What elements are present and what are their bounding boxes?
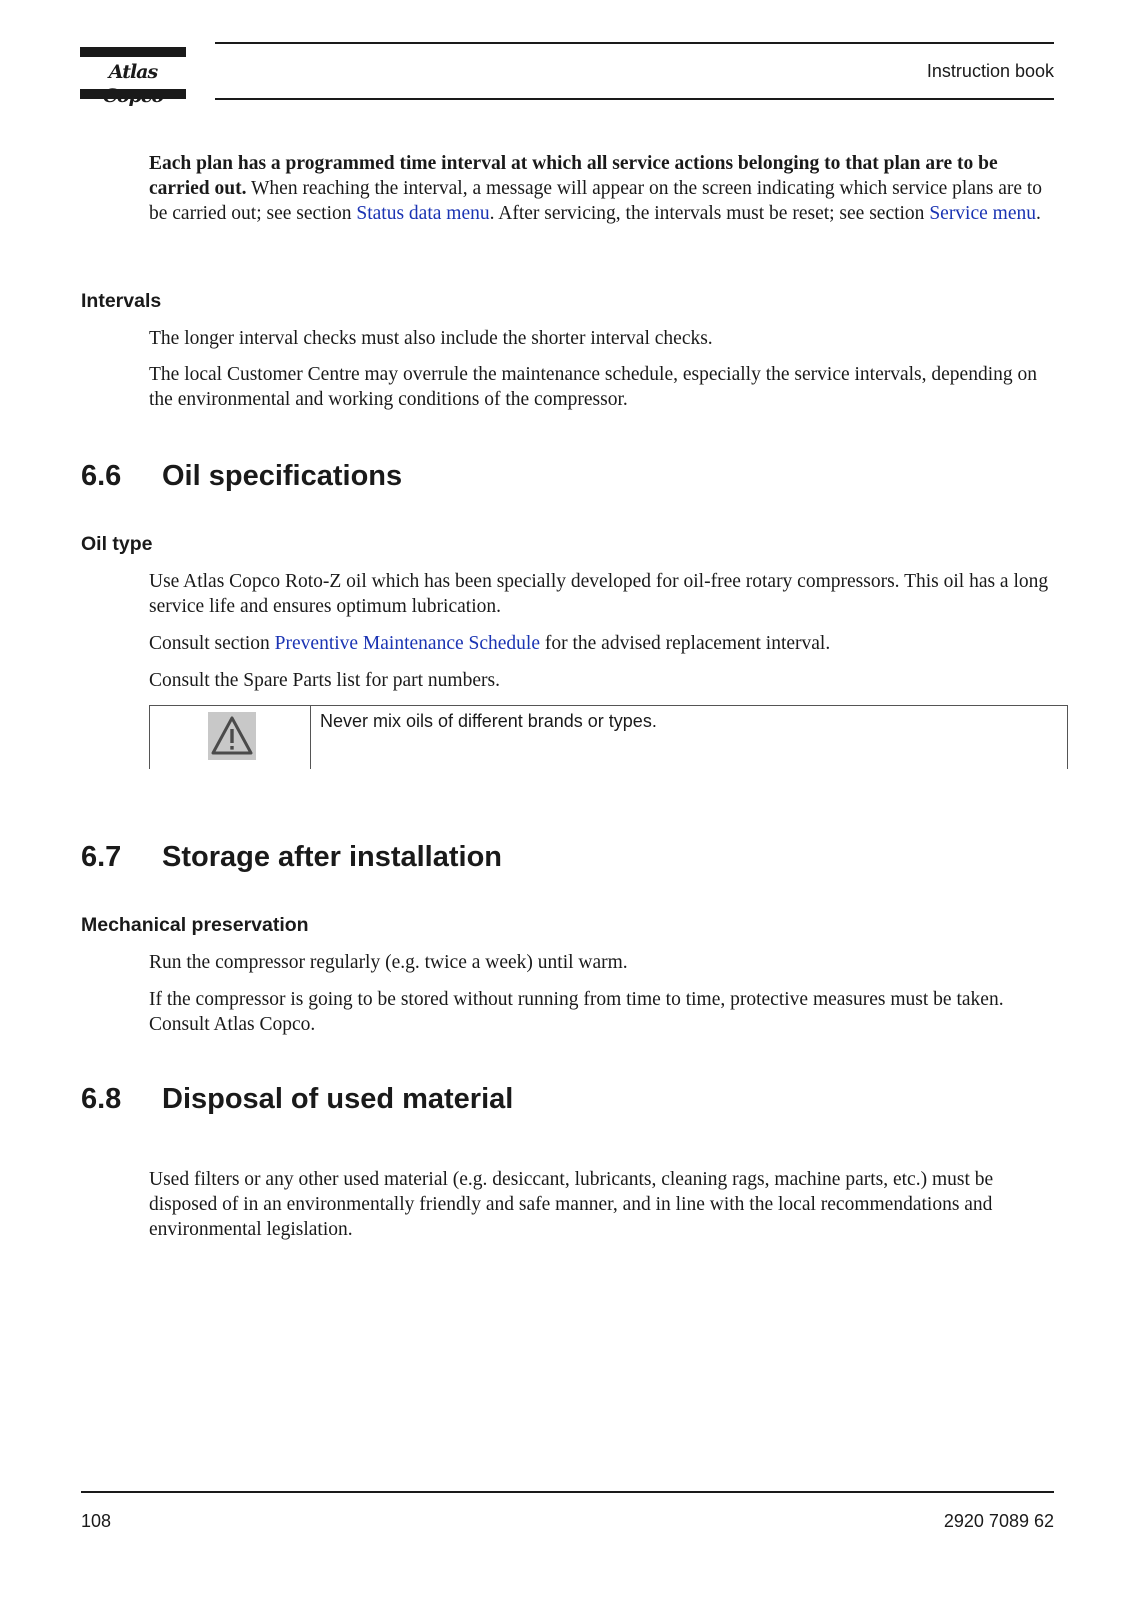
storage-paragraph-1: Run the compressor regularly (e.g. twice a week) until warm.	[149, 952, 628, 973]
oil-type-heading: Oil type	[81, 533, 153, 555]
replacement-interval-text: for the advised replacement interval.	[540, 633, 831, 654]
service-menu-link[interactable]: Service menu	[929, 203, 1036, 224]
intro-bold-text: Each plan has a programmed time interval at which all service actions belonging to that plan are to be carried out.	[149, 153, 998, 199]
intro-text-3: .	[1035, 203, 1041, 224]
header-rule-bottom	[215, 98, 1054, 100]
preventive-maintenance-schedule-link[interactable]: Preventive Maintenance Schedule	[274, 633, 540, 654]
oil-type-paragraph-3: Consult the Spare Parts list for part numbers.	[149, 670, 500, 691]
storage-paragraph-2: If the compressor is going to be stored without running from time to time, protective measures must be taken. Consult Atlas Copco.	[149, 989, 1004, 1035]
header-title: Instruction book	[926, 61, 1054, 81]
section-title: Storage after installation	[162, 841, 503, 873]
logo-bottom-bar	[80, 89, 186, 99]
atlas-copco-logo	[80, 47, 186, 99]
section-number: 6.7	[81, 841, 122, 873]
section-number: 6.8	[81, 1083, 122, 1115]
intro-paragraph	[149, 151, 1054, 226]
intro-text-1: When reaching the interval, a message will appear on the screen indicating which service plans are to be carried out; see section	[149, 178, 1043, 224]
footer-rule	[81, 1491, 1054, 1493]
section-title: Oil specifications	[162, 460, 403, 492]
section-title: Disposal of used material	[162, 1083, 514, 1115]
logo-top-bar	[80, 47, 186, 57]
section-number: 6.6	[81, 460, 122, 492]
intro-text-2: . After servicing, the intervals must be reset; see section	[489, 203, 930, 224]
section-6-7-heading	[81, 841, 502, 874]
section-6-8-heading	[81, 1083, 513, 1116]
page-number: 108	[81, 1511, 112, 1531]
oil-type-paragraph-1: Use Atlas Copco Roto-Z oil which has been specially developed for oil-free rotary compressors. This oil has a long service life and ensures optimum lubrication.	[149, 571, 1049, 617]
warning-box-divider	[310, 706, 311, 769]
header-rule-top	[215, 42, 1054, 44]
disposal-paragraph: Used filters or any other used material (e.g. desiccant, lubricants, cleaning rags, machine parts, etc.) must be disposed of in an environmentally friendly and safe manner, and in line with the local recommendations and environmental legislation.	[149, 1169, 994, 1240]
intervals-heading: Intervals	[81, 290, 162, 312]
logo-wordmark: Atlas	[108, 61, 158, 83]
intervals-paragraph-1: The longer interval checks must also include the shorter interval checks.	[149, 328, 713, 349]
mechanical-preservation-heading: Mechanical preservation	[81, 914, 309, 936]
intervals-paragraph-2: The local Customer Centre may overrule the maintenance schedule, especially the service intervals, depending on the environmental and working conditions of the compressor.	[149, 364, 1038, 410]
document-number: 2920 7089 62	[943, 1511, 1054, 1531]
oil-type-paragraph-2	[149, 631, 1054, 656]
consult-section-text: Consult section	[149, 633, 275, 654]
status-data-menu-link[interactable]: Status data menu	[356, 203, 490, 224]
warning-box	[149, 705, 1068, 769]
warning-text: Never mix oils of different brands or types.	[320, 711, 657, 731]
warning-triangle-icon	[208, 712, 256, 760]
section-6-6-heading	[81, 460, 402, 493]
